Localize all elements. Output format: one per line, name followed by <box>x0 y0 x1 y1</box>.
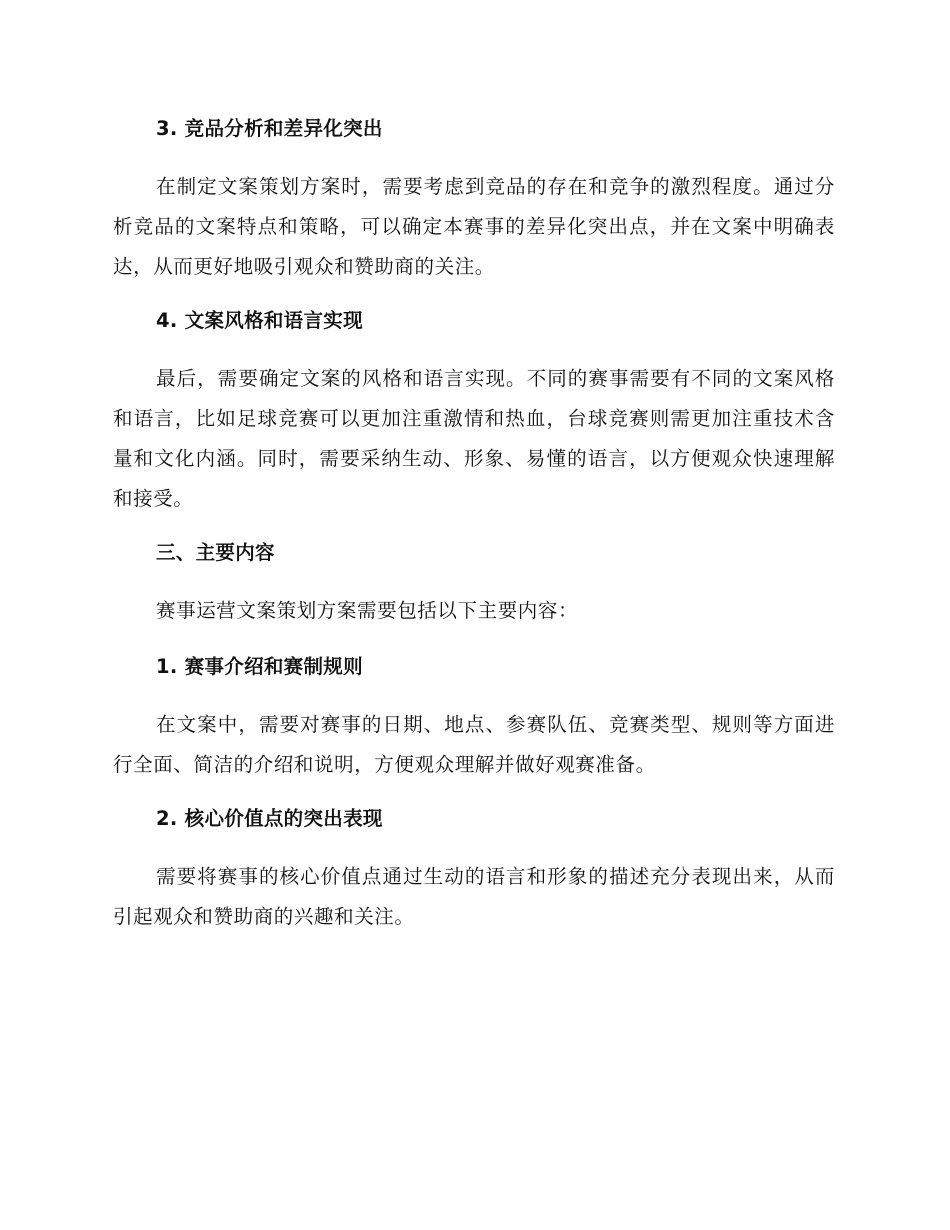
section-heading-competitor-analysis: 3. 竞品分析和差异化突出 <box>156 117 383 140</box>
section-heading-main-content: 三、主要内容 <box>156 541 275 564</box>
section-heading-event-intro: 1. 赛事介绍和赛制规则 <box>156 655 363 678</box>
section-heading-core-value: 2. 核心价值点的突出表现 <box>156 807 383 830</box>
section-heading-copy-style: 4. 文案风格和语言实现 <box>156 309 363 332</box>
paragraph-event-intro: 在文案中，需要对赛事的日期、地点、参赛队伍、竞赛类型、规则等方面进行全面、简洁的介绍和说明，方便观众理解并做好观赛准备。 <box>113 713 835 776</box>
paragraph-core-value: 需要将赛事的核心价值点通过生动的语言和形象的描述充分表现出来，从而引起观众和赞助商的兴趣和关注。 <box>113 865 835 928</box>
paragraph-competitor-analysis: 在制定文案策划方案时，需要考虑到竞品的存在和竞争的激烈程度。通过分析竞品的文案特点和策略，可以确定本赛事的差异化突出点，并在文案中明确表达，从而更好地吸引观众和赞助商的关注。 <box>113 175 835 278</box>
document-page <box>113 112 835 954</box>
paragraph-main-content: 赛事运营文案策划方案需要包括以下主要内容： <box>156 599 579 622</box>
paragraph-copy-style: 最后，需要确定文案的风格和语言实现。不同的赛事需要有不同的文案风格和语言，比如足球竞赛可以更加注重激情和热血，台球竞赛则需更加注重技术含量和文化内涵。同时，需要采纳生动、形象、易懂的语言，以方便观众快速理解和接受。 <box>113 367 835 510</box>
